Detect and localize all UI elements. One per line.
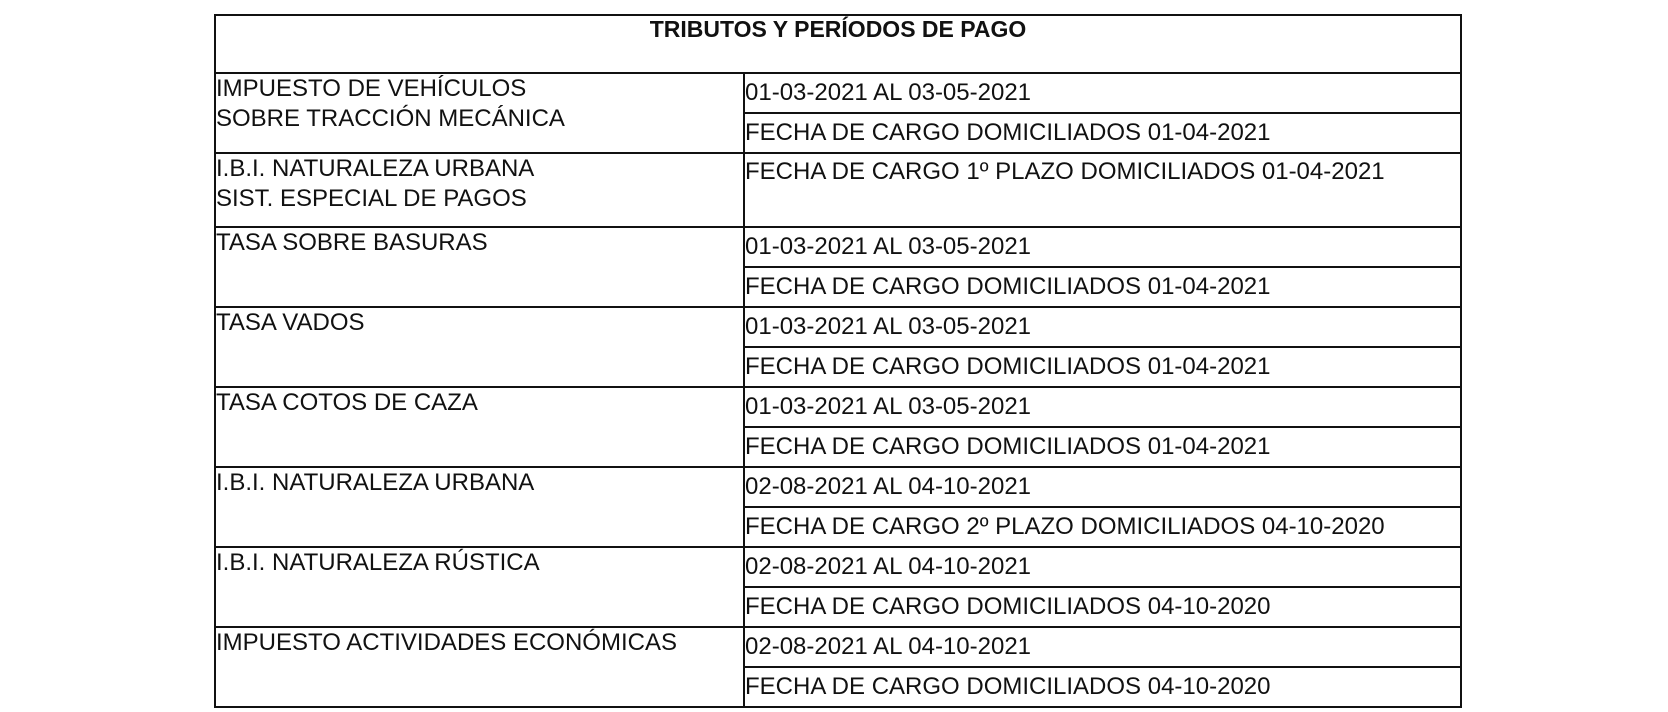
tributo-name: SOBRE TRACCIÓN MECÁNICA: [216, 105, 565, 132]
tributo-name: TASA VADOS: [216, 309, 365, 336]
table-row: [215, 387, 1461, 427]
tributo-name: TASA COTOS DE CAZA: [216, 389, 478, 416]
tributo-cell: [215, 307, 744, 387]
periodo-cell: 01-03-2021 AL 03-05-2021: [744, 73, 1461, 113]
tributo-cell: [215, 387, 744, 467]
tributo-name: SIST. ESPECIAL DE PAGOS: [216, 185, 527, 212]
periodo-cell: 01-03-2021 AL 03-05-2021: [744, 227, 1461, 267]
periodo-cell: 02-08-2021 AL 04-10-2021: [744, 627, 1461, 667]
periodo-cell: FECHA DE CARGO 2º PLAZO DOMICILIADOS 04-10-2020: [744, 507, 1461, 547]
table-row: [215, 73, 1461, 113]
periodo-cell: FECHA DE CARGO DOMICILIADOS 01-04-2021: [744, 267, 1461, 307]
periodo-cell: FECHA DE CARGO DOMICILIADOS 01-04-2021: [744, 113, 1461, 153]
table-row: [215, 547, 1461, 587]
periodo-cell: FECHA DE CARGO 1º PLAZO DOMICILIADOS 01-04-2021: [744, 153, 1461, 227]
periodo-cell: 02-08-2021 AL 04-10-2021: [744, 547, 1461, 587]
table-row: [215, 467, 1461, 507]
table-row: [215, 627, 1461, 667]
tributo-name: IMPUESTO DE VEHÍCULOS: [216, 75, 527, 102]
periodo-cell: FECHA DE CARGO DOMICILIADOS 01-04-2021: [744, 427, 1461, 467]
tributo-name: I.B.I. NATURALEZA URBANA: [216, 469, 535, 496]
tributo-cell: [215, 627, 744, 707]
tributo-name: IMPUESTO ACTIVIDADES ECONÓMICAS: [216, 629, 677, 656]
tributo-cell: [215, 467, 744, 547]
tributo-name: I.B.I. NATURALEZA RÚSTICA: [216, 549, 540, 576]
table-header-row: [215, 15, 1461, 73]
table-body: [215, 73, 1461, 707]
tributo-cell: [215, 227, 744, 307]
table-row: [215, 307, 1461, 347]
tributo-cell: [215, 153, 744, 227]
periodo-cell: FECHA DE CARGO DOMICILIADOS 04-10-2020: [744, 667, 1461, 707]
periodo-cell: FECHA DE CARGO DOMICILIADOS 04-10-2020: [744, 587, 1461, 627]
periodo-cell: FECHA DE CARGO DOMICILIADOS 01-04-2021: [744, 347, 1461, 387]
tributo-name: I.B.I. NATURALEZA URBANA: [216, 155, 535, 182]
table-row: [215, 153, 1461, 227]
periodo-cell: 01-03-2021 AL 03-05-2021: [744, 387, 1461, 427]
tributo-cell: [215, 73, 744, 153]
periodo-cell: 01-03-2021 AL 03-05-2021: [744, 307, 1461, 347]
table-row: [215, 227, 1461, 267]
table-title: TRIBUTOS Y PERÍODOS DE PAGO: [215, 15, 1461, 73]
tributos-table: [214, 14, 1462, 708]
tributo-name: TASA SOBRE BASURAS: [216, 229, 488, 256]
periodo-cell: 02-08-2021 AL 04-10-2021: [744, 467, 1461, 507]
tributo-cell: [215, 547, 744, 627]
